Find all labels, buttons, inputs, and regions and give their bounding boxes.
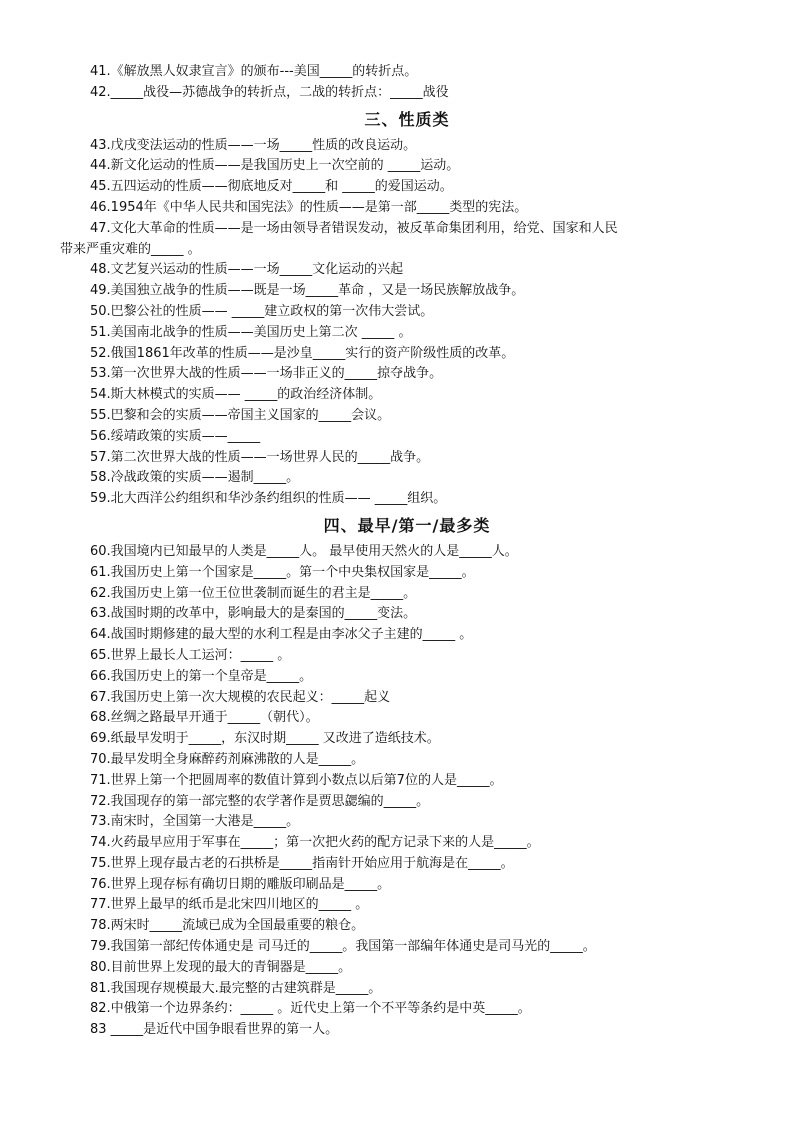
question-50: 50.巴黎公社的性质—— _____建立政权的第一次伟大尝试。: [90, 303, 434, 319]
question-44: 44.新文化运动的性质——是我国历史上一次空前的 _____运动。: [90, 158, 460, 174]
question-47-continued: 带来严重灾难的_____ 。: [60, 241, 201, 257]
section-heading-firsts: 四、最早/第一/最多类: [323, 515, 491, 535]
question-80: 80.目前世界上发现的最大的青铜器是_____。: [90, 959, 352, 975]
question-47: 47.文化大革命的性质——是一场由领导者错误发动，被反革命集团利用，给党、国家和人民: [90, 220, 618, 236]
question-64: 64.战国时期修建的最大型的水利工程是由李冰父子主建的_____ 。: [90, 627, 473, 643]
question-52: 52.俄国1861年改革的性质——是沙皇_____实行的资产阶级性质的改革。: [90, 345, 515, 361]
question-56: 56.绥靖政策的实质——_____: [90, 428, 261, 444]
question-59: 59.北大西洋公约组织和华沙条约组织的性质—— _____组织。: [90, 491, 447, 507]
question-83: 83 _____是近代中国争眼看世界的第一人。: [90, 1022, 339, 1038]
question-82: 82.中俄第一个边界条约：_____ 。近代史上第一个不平等条约是中英_____。: [90, 1001, 531, 1017]
question-78: 78.两宋时_____流域已成为全国最重要的粮仓。: [90, 918, 365, 934]
question-68: 68.丝绸之路最早开通于_____（朝代）。: [90, 710, 319, 726]
question-71: 71.世界上第一个把圆周率的数值计算到小数点以后第7位的人是_____。: [90, 772, 503, 788]
question-81: 81.我国现存规模最大.最完整的古建筑群是_____。: [90, 980, 382, 996]
section-heading-nature: 三、性质类: [364, 109, 450, 129]
question-46: 46.1954年《中华人民共和国宪法》的性质——是第一部_____类型的宪法。: [90, 199, 528, 215]
question-54: 54.斯大林模式的实质—— _____的政治经济体制。: [90, 387, 382, 403]
question-45: 45.五四运动的性质——彻底地反对_____和 _____的爱国运动。: [90, 179, 453, 195]
question-48: 48.文艺复兴运动的性质——一场_____文化运动的兴起: [90, 262, 404, 278]
question-77: 77.世界上最早的纸币是北宋四川地区的_____ 。: [90, 897, 369, 913]
question-63: 63.战国时期的改革中，影响最大的是秦国的_____变法。: [90, 606, 417, 622]
question-51: 51.美国南北战争的性质——美国历史上第二次 _____ 。: [90, 324, 412, 340]
question-43: 43.戊戌变法运动的性质——一场_____性质的改良运动。: [90, 137, 417, 153]
question-57: 57.第二次世界大战的性质——一场世界人民的_____战争。: [90, 449, 430, 465]
question-49: 49.美国独立战争的性质——既是一场_____革命 ，又是一场民族解放战争。: [90, 283, 525, 299]
question-61: 61.我国历史上第一个国家是_____。第一个中央集权国家是_____。: [90, 564, 475, 580]
question-74: 74.火药最早应用于军事在_____；第一次把火药的配方记录下来的人是_____。: [90, 835, 540, 851]
question-76: 76.世界上现存标有确切日期的雕版印刷品是_____。: [90, 876, 391, 892]
question-66: 66.我国历史上的第一个皇帝是_____。: [90, 668, 313, 684]
question-62: 62.我国历史上第一位王位世袭制而诞生的君主是_____。: [90, 585, 417, 601]
question-55: 55.巴黎和会的实质——帝国主义国家的_____会议。: [90, 407, 391, 423]
question-75: 75.世界上现存最古老的石拱桥是_____指南针开始应用于航海是在_____。: [90, 855, 514, 871]
question-65: 65.世界上最长人工运河：_____ 。: [90, 647, 291, 663]
question-58: 58.冷战政策的实质——遏制_____。: [90, 470, 300, 486]
question-67: 67.我国历史上第一次大规模的农民起义：_____起义: [90, 689, 391, 705]
question-41: 41.《解放黑人奴隶宣言》的颁布---美国_____的转折点。: [90, 64, 418, 79]
question-42: 42._____战役—苏德战争的转折点，二战的转折点：_____战役: [90, 84, 449, 100]
question-79: 79.我国第一部纪传体通史是 司马迁的_____。我国第一部编年体通史是司马光的_____。: [90, 939, 596, 955]
question-72: 72.我国现存的第一部完整的农学著作是贾思勰编的_____。: [90, 793, 430, 809]
question-70: 70.最早发明全身麻醉药剂麻沸散的人是_____。: [90, 751, 365, 767]
question-53: 53.第一次世界大战的性质——一场非正义的_____掠夺战争。: [90, 366, 443, 382]
question-69: 69.纸最早发明于_____，东汉时期_____ 又改进了造纸技术。: [90, 731, 440, 747]
question-73: 73.南宋时，全国第一大港是_____。: [90, 814, 300, 830]
question-60: 60.我国境内已知最早的人类是_____人。 最早使用天然火的人是_____人。: [90, 543, 518, 559]
